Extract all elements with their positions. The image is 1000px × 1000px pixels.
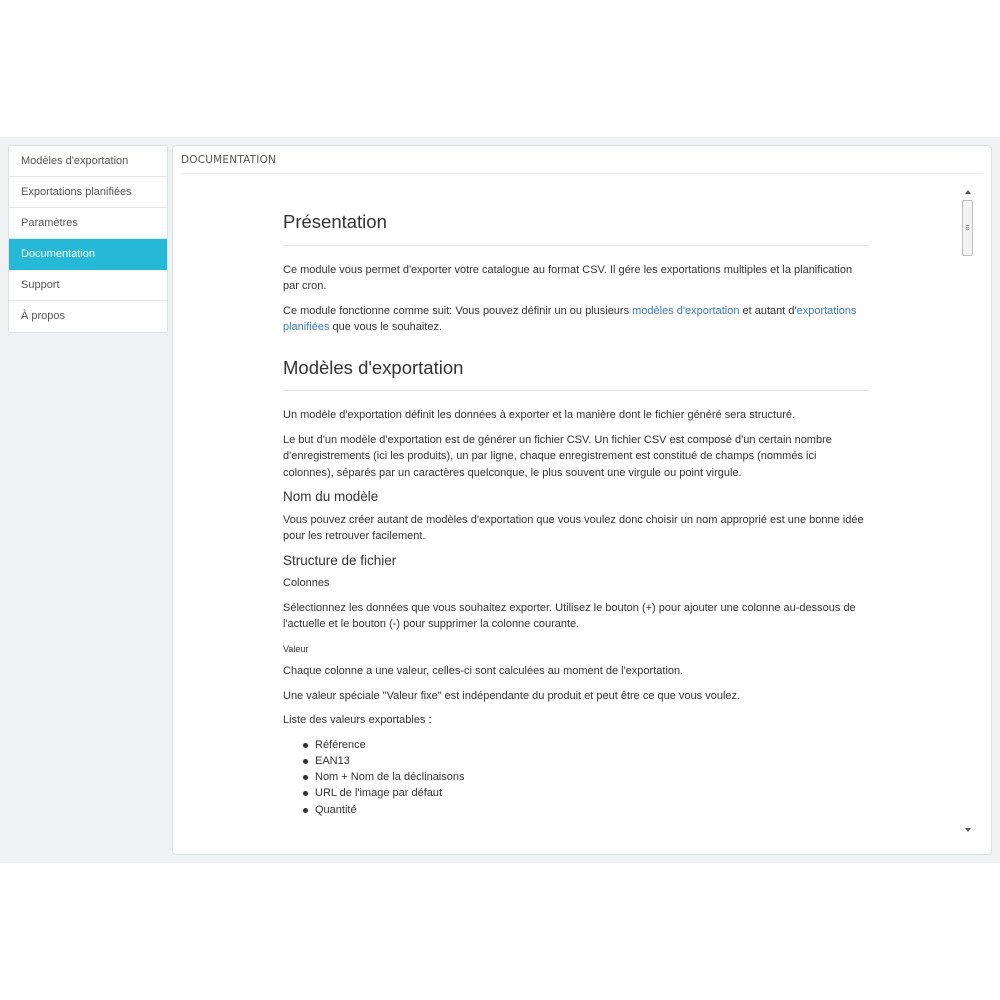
bullet-icon (303, 743, 308, 748)
subsection-title-model-name: Nom du modèle (283, 489, 379, 504)
bullet-icon (303, 759, 308, 764)
sidebar-item-documentation[interactable]: Documentation (9, 239, 167, 270)
sidebar-item-scheduled-exports[interactable]: Exportations planifiées (9, 177, 167, 208)
bullet-icon (303, 791, 308, 796)
list-item (303, 785, 869, 801)
list-item (303, 737, 869, 753)
sidebar-item-export-models[interactable]: Modèles d'exportation (9, 146, 167, 177)
scroll-thumb[interactable] (962, 200, 973, 256)
exportable-values-intro: Liste des valeurs exportables : (283, 714, 432, 726)
columns-paragraph: Sélectionnez les données que vous souhaitez exporter. Utilisez le bouton (+) pour ajouter une colonne au-dessous de l'actuelle et le bouton (-) pour supprimer la colonne courante. (283, 601, 856, 630)
sidebar-nav (8, 145, 168, 333)
list-item-text: Nom + Nom de la déclinaisons (315, 771, 465, 784)
model-name-paragraph: Vous pouvez créer autant de modèles d'exportation que vous voulez donc choisir un nom approprié est une bonne idée pour les retrouver facilement. (283, 513, 864, 542)
subsection-title-file-structure: Structure de fichier (283, 552, 397, 568)
exportable-values-list (283, 737, 869, 818)
presentation-paragraph: Ce module vous permet d'exporter votre catalogue au format CSV. Il gére les exportations multiples et la planification par cron. (283, 263, 853, 292)
section-title-export-models: Modèles d'exportation (283, 360, 869, 392)
value-paragraph: Chaque colonne a une valeur, celles-ci sont calculées au moment de l'exportation. (283, 665, 684, 677)
text-fragment: Ce module fonctionne comme suit: Vous pouvez définir un ou plusieurs (283, 304, 633, 317)
list-item-text: Référence (315, 738, 366, 751)
sidebar-item-support[interactable]: Support (9, 270, 167, 301)
list-item (303, 802, 869, 818)
presentation-paragraph-links (283, 303, 869, 336)
export-models-link[interactable]: modèles d'exportation (632, 304, 740, 317)
panel-heading: DOCUMENTATION (181, 146, 983, 174)
grip-icon (966, 225, 969, 230)
bullet-icon (303, 775, 308, 780)
bullet-icon (303, 808, 308, 813)
documentation-panel (172, 145, 992, 855)
scheduled-exports-link[interactable]: exportations planifiées (283, 304, 857, 333)
documentation-content (283, 211, 869, 818)
text-fragment: et autant d' (739, 304, 797, 317)
scroll-up-arrow-icon[interactable] (961, 186, 974, 198)
list-item (303, 769, 869, 785)
columns-label: Colonnes (283, 577, 330, 589)
list-item-text: EAN13 (315, 754, 350, 767)
models-paragraph: Un modèle d'exportation définit les données à exporter et la manière dont le fichier généré sera structuré. (283, 409, 796, 421)
sidebar-item-about[interactable]: À propos (21, 310, 66, 322)
scroll-down-arrow-icon[interactable] (961, 824, 974, 836)
models-paragraph-csv: Le but d'un modèle d'exportation est de générer un fichier CSV. Un fichier CSV est composé d'un certain nombre d'enregistrements (ici les produits), un par ligne, chaque enregistrement est constitué de champs (nommés ici colonnes), séparés par un caractères quelconque, le plus souvent une virgule ou point virgule. (283, 433, 832, 479)
section-title-presentation: Présentation (283, 214, 869, 246)
fixed-value-paragraph: Une valeur spéciale "Valeur fixe" est indépendante du produit et peut être ce que vous voulez. (283, 689, 741, 702)
documentation-scrollbar[interactable] (961, 186, 974, 836)
text-fragment: que vous le souhaitez. (329, 321, 443, 333)
list-item-text: URL de l'image par défaut (315, 787, 443, 800)
documentation-frame (177, 184, 979, 836)
value-label: Valeur (283, 643, 309, 654)
list-item-text: Quantité (315, 803, 357, 816)
list-item (303, 753, 869, 769)
sidebar-item-settings[interactable]: Paramètres (9, 208, 167, 239)
